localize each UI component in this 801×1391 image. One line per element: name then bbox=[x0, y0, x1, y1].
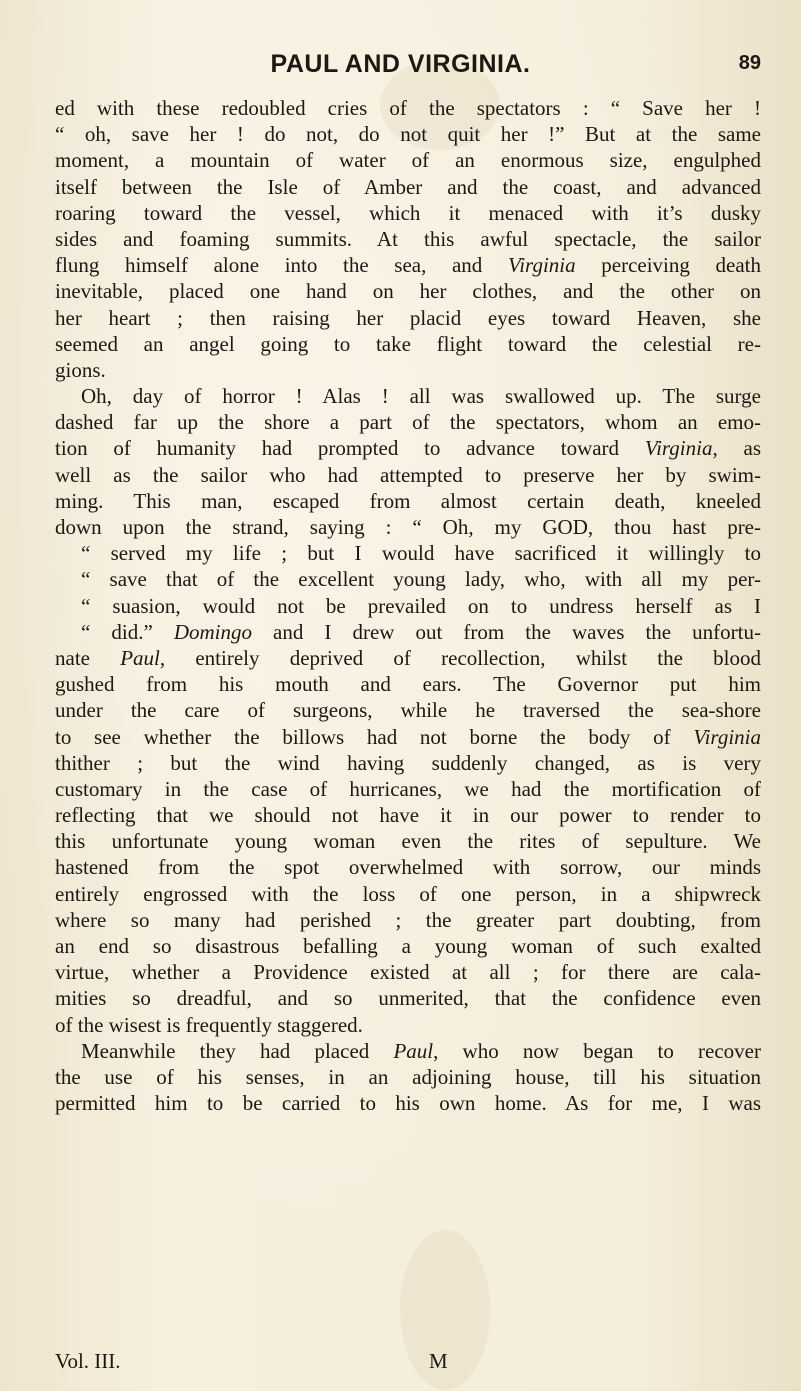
text-line: Meanwhile they had placed Paul, who now began to recover bbox=[81, 1038, 761, 1063]
text-line: where so many had perished ; the greater part doubting, from bbox=[55, 907, 761, 932]
text-line: “ suasion, would not be prevailed on to undress herself as I bbox=[81, 593, 761, 618]
text-line: under the care of surgeons, while he traversed the sea-shore bbox=[55, 698, 761, 723]
text-line: “ oh, save her ! do not, do not quit her !” But at the same bbox=[55, 122, 761, 147]
text-line: hastened from the spot overwhelmed with sorrow, our minds bbox=[55, 855, 761, 880]
text-line: seemed an angel going to take flight toward the celestial re- bbox=[55, 331, 761, 356]
page-footer bbox=[55, 1349, 761, 1375]
text-line: gushed from his mouth and ears. The Governor put him bbox=[55, 672, 761, 697]
volume-signature: Vol. III. bbox=[55, 1349, 121, 1373]
text-line: permitted him to be carried to his own home. As for me, I was bbox=[55, 1091, 761, 1116]
text-line: virtue, whether a Providence existed at all ; for there are cala- bbox=[55, 960, 761, 985]
text-line: sides and foaming summits. At this awful spectacle, the sailor bbox=[55, 226, 761, 251]
text-line: customary in the case of hurricanes, we had the mortification of bbox=[55, 776, 761, 801]
text-line: “ did.” Domingo and I drew out from the waves the unfortu- bbox=[81, 619, 761, 644]
text-line: ming. This man, escaped from almost certain death, kneeled bbox=[55, 488, 761, 513]
text-line: the use of his senses, in an adjoining house, till his situation bbox=[55, 1064, 761, 1089]
text-line: “ served my life ; but I would have sacrificed it willingly to bbox=[81, 541, 761, 566]
running-title: PAUL AND VIRGINIA. bbox=[270, 50, 531, 78]
text-line: Oh, day of horror ! Alas ! all was swallowed up. The surge bbox=[81, 384, 761, 409]
text-line: mities so dreadful, and so unmerited, that the confidence even bbox=[55, 986, 761, 1011]
text-line: inevitable, placed one hand on her clothes, and the other on bbox=[55, 279, 761, 304]
text-line: thither ; but the wind having suddenly changed, as is very bbox=[55, 750, 761, 775]
text-line: tion of humanity had prompted to advance toward Virginia, as bbox=[55, 436, 761, 461]
text-line: flung himself alone into the sea, and Virginia perceiving death bbox=[55, 253, 761, 278]
text-line: reflecting that we should not have it in our power to render to bbox=[55, 803, 761, 828]
text-line: ed with these redoubled cries of the spectators : “ Save her ! bbox=[55, 96, 761, 120]
text-line: nate Paul, entirely deprived of recollection, whilst the blood bbox=[55, 645, 761, 670]
text-line: gions. bbox=[55, 357, 106, 382]
text-line: to see whether the billows had not borne the body of Virginia bbox=[55, 724, 761, 749]
text-line: dashed far up the shore a part of the spectators, whom an emo- bbox=[55, 410, 761, 435]
text-line: “ save that of the excellent young lady, who, with all my per- bbox=[81, 567, 761, 592]
text-line: her heart ; then raising her placid eyes toward Heaven, she bbox=[55, 305, 761, 330]
signature-mark: M bbox=[429, 1349, 448, 1373]
text-line: itself between the Isle of Amber and the coast, and advanced bbox=[55, 174, 761, 199]
text-line: an end so disastrous befalling a young woman of such exalted bbox=[55, 934, 761, 958]
page-number: 89 bbox=[738, 52, 761, 74]
text-line: down upon the strand, saying : “ Oh, my GOD, thou hast pre- bbox=[55, 515, 761, 539]
body-text bbox=[55, 95, 761, 1116]
page-header bbox=[0, 50, 801, 86]
text-line: roaring toward the vessel, which it menaced with it’s dusky bbox=[55, 200, 761, 225]
text-line: this unfortunate young woman even the rites of sepulture. We bbox=[55, 829, 761, 854]
text-line: of the wisest is frequently staggered. bbox=[55, 1012, 363, 1037]
text-line: moment, a mountain of water of an enormous size, engulphed bbox=[55, 148, 761, 173]
text-line: well as the sailor who had attempted to preserve her by swim- bbox=[55, 462, 761, 487]
text-line: entirely engrossed with the loss of one person, in a shipwreck bbox=[55, 881, 761, 906]
